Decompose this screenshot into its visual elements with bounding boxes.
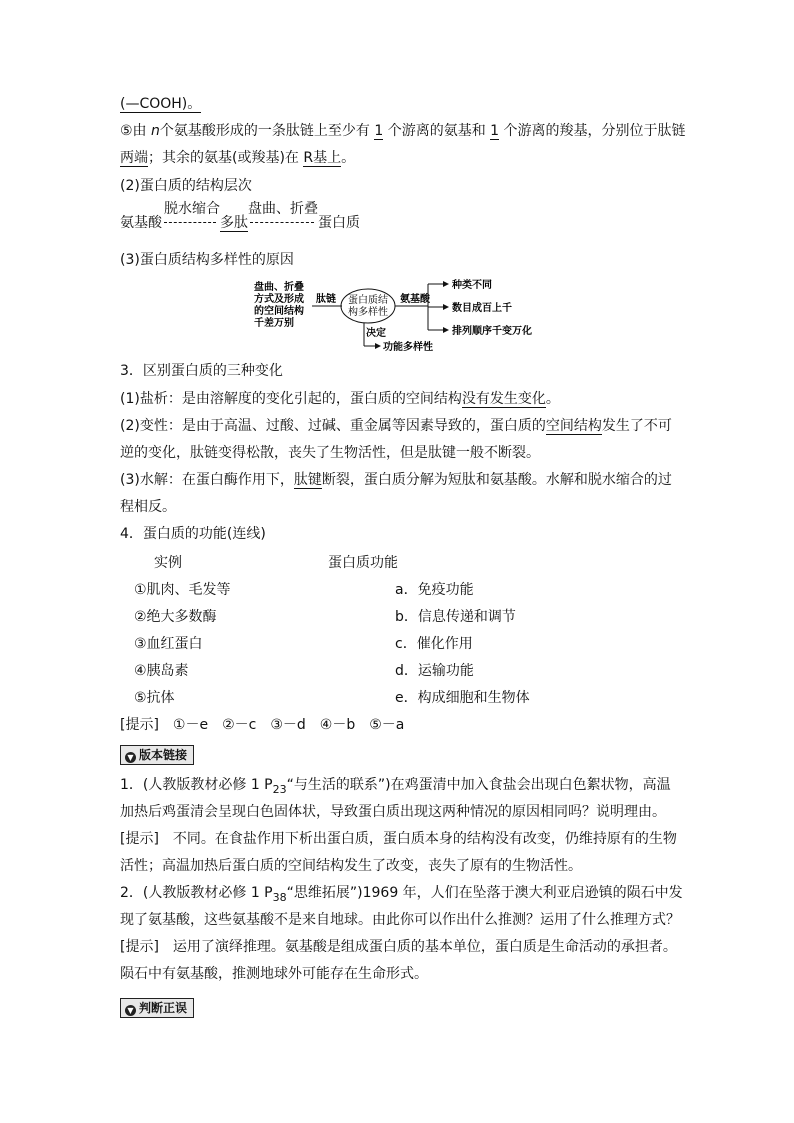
text: ；其余的氨基(或羧基)在 [148,150,304,166]
text: 1．(人教版教材必修 1 P [120,777,273,793]
badge-true-false [120,998,194,1018]
line-denaturation-2: 逆的变化，肽链变得松散，丧失了生物活性，但是肽键一般不断裂。 [120,445,540,461]
a1-line-1: [提示] 不同。在食盐作用下析出蛋白质，蛋白质本身的结构没有改变，仍维持原有的生物 [120,831,677,847]
heading-structure-levels: (2)蛋白质的结构层次 [120,178,252,194]
text: 。 [341,150,356,166]
line-amino-groups [120,121,686,141]
text: “思维拓展”)1969 年，人们在坠落于澳大利亚启逊镇的陨石中发 [286,885,683,901]
q2-line-2: 现了氨基酸，这些氨基酸不是来自地球。由此你可以作出什么推测？运用了什么推理方式？ [120,912,680,928]
line-hydrolysis-2: 程相反。 [120,499,176,515]
func-right-item: d．运输功能 [395,663,474,679]
text: ⑤由 [120,123,152,139]
func-right-item: a．免疫功能 [395,582,474,598]
heading-functions: 4．蛋白质的功能(连线) [120,526,266,542]
a1-line-2: 活性；高温加热后蛋白质的空间结构发生了改变，丧失了原有的生物活性。 [120,858,582,874]
diagram-center-1: 蛋白质结 [348,295,388,306]
chain-label-folding: 盘曲、折叠 [248,201,318,217]
diagram-right-2: 数目成百上千 [452,303,512,314]
text: 断裂，蛋白质分解为短肽和氨基酸。水解和脱水缩合的过 [321,472,672,488]
blank-answer: 肽键 [293,472,322,488]
line-salting-out [120,389,560,409]
line-ends [120,148,355,168]
text: 发生了不可 [601,418,672,434]
diversity-diagram [250,276,570,356]
func-hint: [提示] ①－e ②－c ③－d ④－b ⑤－a [120,717,405,733]
diagram-peptide: 肽链 [316,294,336,305]
diagram-function: 功能多样性 [383,342,433,353]
func-left-item: ⑤抗体 [134,690,175,706]
func-head-left: 实例 [154,555,182,571]
a2-line-2: 陨石中有氨基酸，推测地球外可能存在生命形式。 [120,966,428,982]
func-head-right: 蛋白质功能 [328,555,398,571]
blank-answer: R基上 [303,150,342,166]
func-right-item: c．催化作用 [395,636,473,652]
line-denaturation [120,416,672,436]
badge-textbook-link [120,745,194,765]
badge-label: 版本链接 [139,748,188,762]
heading-diversity: (3)蛋白质结构多样性的原因 [120,252,294,268]
blank-answer: 多肽 [220,215,248,231]
diagram-amino: 氨基酸 [400,294,430,305]
diagram-left-2: 方式及形成 [254,294,304,305]
diagram-left-3: 的空间结构 [254,306,304,317]
n-variable: n [151,123,160,139]
q1-line-2: 加热后鸡蛋清会呈现白色固体状，导致蛋白质出现这两种情况的原因相同吗？说明理由。 [120,804,666,820]
text: (3)水解：在蛋白酶作用下， [120,472,294,488]
chain-label-dehydration: 脱水缩合 [164,201,220,217]
chain-dashed-arrow [164,222,216,223]
text: “与生活的联系”)在鸡蛋清中加入食盐会出现白色絮状物，高温 [286,777,671,793]
chain-amino: 氨基酸 [120,215,162,231]
func-right-item: e．构成细胞和生物体 [395,690,530,706]
blank-answer: 没有发生变化 [461,391,546,407]
chevron-circle-icon: ▼ [125,752,136,763]
blank-answer: 两端 [120,150,148,166]
chevron-circle-icon: ▼ [125,1005,136,1016]
diagram-left-1: 盘曲、折叠 [254,282,304,293]
diagram-right-1: 种类不同 [452,280,492,291]
q1-line-1 [120,775,671,800]
page-subscript: 23 [272,782,287,796]
text: (2)变性：是由于高温、过酸、过碱、重金属等因素导致的，蛋白质的 [120,418,546,434]
func-left-item: ③血红蛋白 [134,636,203,652]
diagram-decide: 决定 [366,328,386,339]
diagram-left-4: 千差万别 [254,318,294,329]
text: 个游离的氨基和 [383,123,491,139]
line-hydrolysis [120,470,672,490]
text: 2．(人教版教材必修 1 P [120,885,273,901]
diagram-right-3: 排列顺序千变万化 [452,326,532,337]
text: 个游离的羧基，分别位于肽链 [499,123,686,139]
cooh-text: (—COOH)。 [120,96,202,112]
text: (1)盐析：是由溶解度的变化引起的，蛋白质的空间结构 [120,391,462,407]
func-left-item: ①肌肉、毛发等 [134,582,231,598]
diagram-center-2: 构多样性 [348,307,388,318]
line-cooh [120,94,201,114]
func-left-item: ④胰岛素 [134,663,189,679]
badge-label: 判断正误 [139,1001,188,1015]
blank-answer: 空间结构 [545,418,602,434]
page-subscript: 38 [272,890,287,904]
func-left-item: ②绝大多数酶 [134,609,217,625]
text: 个氨基酸形成的一条肽链上至少有 [159,123,375,139]
text: 。 [545,391,560,407]
chain-protein: 蛋白质 [318,215,360,231]
a2-line-1: [提示] 运用了演绎推理。氨基酸是组成蛋白质的基本单位，蛋白质是生命活动的承担者。 [120,939,677,955]
blank-answer: 1 [374,123,384,139]
chain-dashed-arrow [250,222,314,223]
chain-polypeptide [220,212,248,232]
heading-three-changes: 3．区别蛋白质的三种变化 [120,363,283,379]
blank-answer: 1 [490,123,500,139]
func-right-item: b．信息传递和调节 [395,609,516,625]
q2-line-1 [120,883,683,908]
